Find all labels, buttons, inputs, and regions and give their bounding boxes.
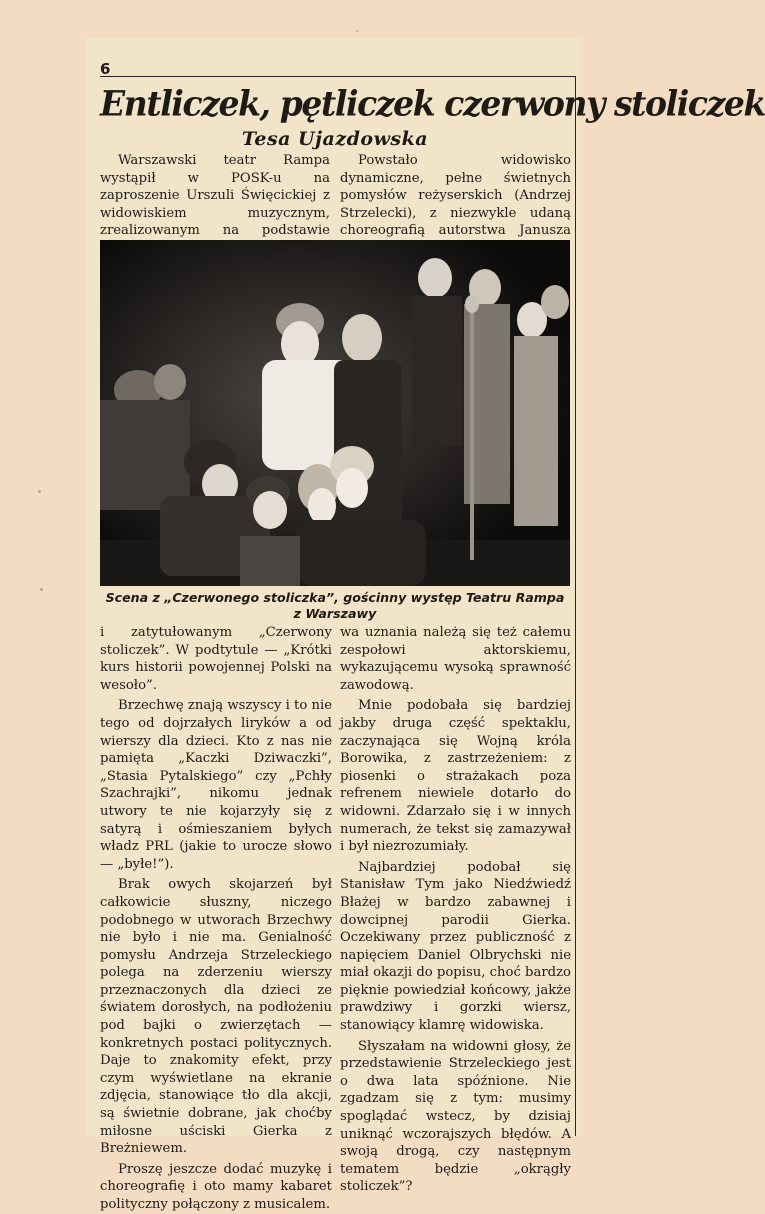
side-rule [575, 76, 576, 1136]
body-right-paragraph-4: Słyszałam na widowni głosy, że przedstawienie Strzeleckiego jest o dwa lata spóźnione. Nie zgadzam się z tym: musimy spoglądać wstecz, by dzisiaj uniknąć wczorajszych błędów. A swoją drogą, czy następnym tematem będzie „okrągły stoliczek”? [340, 1038, 571, 1195]
body-left-column [100, 624, 332, 1214]
photo-illustration [100, 240, 570, 586]
body-right-paragraph-3: Najbardziej podobał się Stanisław Tym jako Niedźwiedź Błażej w bardzo zabawnej i dowcipnej parodii Gierka. Oczekiwany przez publiczność z napięciem Daniel Olbrychski nie miał okazji do popisu, choć bardzo pięknie powiedział końcowy, jakże prawdziwy i gorzki wiersz, stanowiący klamrę widowiska. [340, 859, 571, 1034]
body-right-column [340, 624, 571, 1196]
body-left-paragraph-3: Brak owych skojarzeń był całkowicie słuszny, niczego podobnego w utworach Brzechwy nie było i nie ma. Genialność pomysłu Andrzeja Strzeleckiego polega na zderzeniu wierszy przeznaczonych dla dzieci ze światem dorosłych, na podłożeniu pod bajki o zwierzętach — konkretnych postaci politycznych. Daje to znakomity efekt, przy czym wyświetlane na ekranie zdjęcia, stanowiące tło dla akcji, są świetnie dobrane, jak choćby miłosne uściski Gierka z Breżniewem. [100, 877, 332, 1157]
top-rule [100, 76, 576, 77]
headline: Entliczek, pętliczek czerwony stoliczek [100, 83, 765, 124]
body-left-paragraph-1: i zatytułowanym „Czerwony stoliczek”. W podtytule — „Krótki kurs historii powojennej Polski na wesoło”. [100, 625, 332, 693]
scene-photo [100, 240, 570, 586]
byline: Tesa Ujazdowska [241, 128, 429, 150]
page-number: 6 [100, 60, 111, 78]
body-right-paragraph-2: Mnie podobała się bardziej jakby druga część spektaklu, zaczynająca się Wojną króla Borowika, z zastrzeżeniem: z piosenki o strażakach poza refrenem niewiele dotarło do widowni. Zdarzało się i w innych numerach, że tekst się zamazywał i był niezrozumiały. [340, 698, 571, 855]
photo-caption: Scena z „Czerwonego stoliczka”, gościnny występ Teatru Rampa z Warszawy [105, 590, 565, 621]
body-left-paragraph-4: Proszę jeszcze dodać muzykę i choreografię i oto mamy kabaret polityczny połączony z musicalem. [100, 1161, 332, 1212]
body-right-paragraph-1: wa uznania należą się też całemu zespołowi aktorskiemu, wykazującemu wysoką sprawność zawodową. [340, 625, 571, 693]
intro-right-text: Powstało widowisko dynamiczne, pełne świetnych pomysłów reżyserskich (Andrzej Strzelecki), z niezwykle udaną choreografią autorstwa Janusza [340, 153, 571, 239]
intro-left-text: Warszawski teatr Rampa wystąpił w POSK-u na zaproszenie Urszuli Święcickiej z widowiskiem muzycznym, zrealizowanym na podstawie [100, 153, 330, 239]
body-left-paragraph-2: Brzechwę znają wszyscy i to nie tego od dojrzałych liryków a od wierszy dla dzieci. Kto z nas nie pamięta „Kaczki Dziwaczki”, „Stasia Pytalskiego” czy „Pchły Szachrajki”, nikomu jednak utwory te nie kojarzyły się z satyrą i ośmieszaniem byłych władz PRL (jakie to urocze słowo — „byłe!”). [100, 698, 332, 872]
